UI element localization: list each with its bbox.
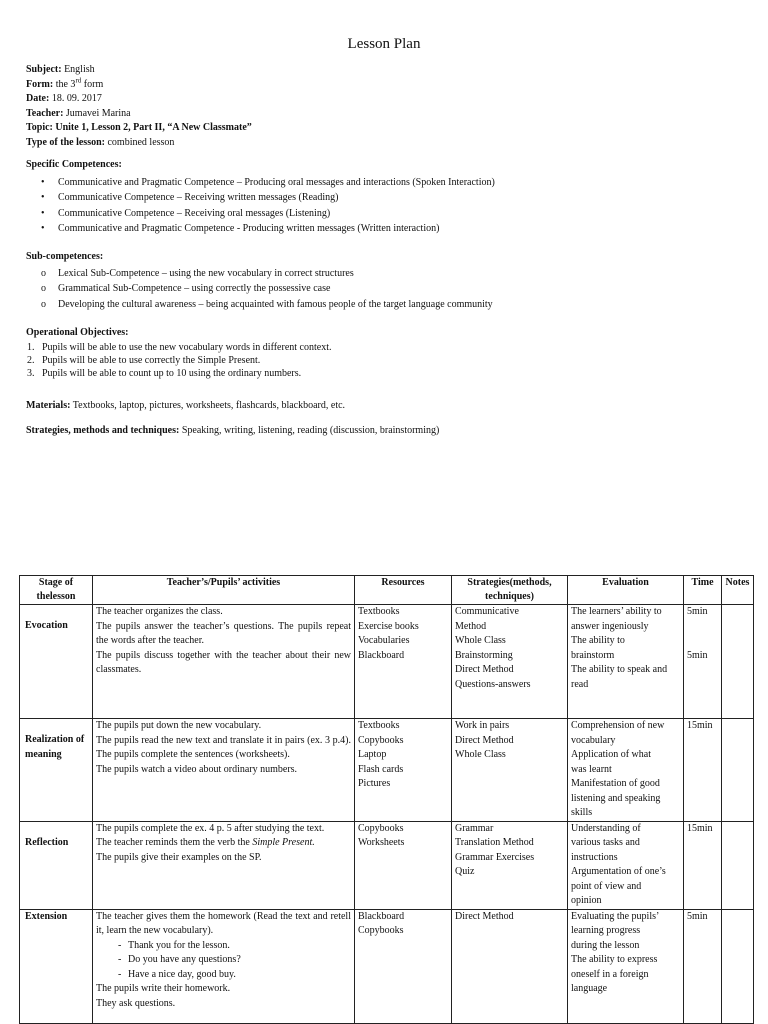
meta-subject: Subject: English	[26, 64, 95, 75]
evaluation-cell: Understanding of various tasks and instructions Argumentation of one’s point of view and opinion	[568, 821, 684, 909]
objectives-heading: Operational Objectives:	[26, 327, 129, 338]
meta-date: Date: 18. 09. 2017	[26, 93, 102, 104]
activities-cell: The pupils complete the ex. 4 p. 5 after studying the text. The teacher reminds them the verb the Simple Present. The pupils give their examples on the SP.	[93, 821, 355, 909]
table-row	[20, 605, 754, 719]
list-item: o Lexical Sub-Competence – using the new vocabulary in correct structures	[41, 267, 354, 279]
list-item: 1. Pupils will be able to use the new vocabulary words in different context.	[27, 341, 332, 353]
header-activities: Teacher’s/Pupils’ activities	[93, 576, 355, 605]
strategies-line: Strategies, methods and techniques: Speaking, writing, listening, reading (discussion, brainstorming)	[26, 425, 440, 436]
activities-cell: The pupils put down the new vocabulary. The pupils read the new text and translate it in pairs (ex. 3 p.4). The pupils complete the sentences (worksheets). The pupils watch a video about ordinary numbers.	[93, 719, 355, 822]
strategies-cell: Direct Method	[452, 909, 568, 1023]
operational-objectives	[26, 326, 746, 380]
header-stage: Stage of thelesson	[20, 576, 93, 605]
notes-cell	[722, 821, 754, 909]
strategies-cell: Communicative Method Whole Class Brainstorming Direct Method Questions-answers	[452, 605, 568, 719]
meta-form: Form: the 3rd form	[26, 76, 104, 90]
meta-topic: Topic: Unite 1, Lesson 2, Part II, “A New Classmate”	[26, 122, 252, 133]
strategies-cell: Work in pairs Direct Method Whole Class	[452, 719, 568, 822]
time-cell: 5min	[684, 909, 722, 1023]
meta-teacher: Teacher: Jumavei Marina	[26, 107, 131, 119]
lesson-meta	[26, 63, 252, 150]
specific-competences-heading: Specific Competences:	[26, 159, 122, 170]
materials-line: Materials: Textbooks, laptop, pictures, worksheets, flashcards, blackboard, etc.	[26, 400, 346, 411]
evaluation-cell: Comprehension of new vocabulary Application of what was learnt Manifestation of good listening and speaking skills	[568, 719, 684, 822]
header-evaluation: Evaluation	[568, 576, 684, 605]
table-row	[20, 909, 754, 1023]
activities-cell: The teacher organizes the class. The pupils answer the teacher’s questions. The pupils repeat the words after the teacher. The pupils discuss together with the teacher about their new classmates.	[93, 605, 355, 719]
resources-cell: Copybooks Worksheets	[355, 821, 452, 909]
header-strategies: Strategies(methods, techniques)	[452, 576, 568, 605]
list-item: 3. Pupils will be able to count up to 10 using the ordinary numbers.	[27, 367, 302, 379]
list-item: o Developing the cultural awareness – being acquainted with famous people of the target language community	[41, 298, 493, 310]
time-cell: 15min	[684, 719, 722, 822]
resources-cell: Textbooks Exercise books Vocabularies Blackboard	[355, 605, 452, 719]
resources-cell: Textbooks Copybooks Laptop Flash cards Pictures	[355, 719, 452, 822]
evaluation-cell: Evaluating the pupils’ learning progress during the lesson The ability to express oneself in a foreign language	[568, 909, 684, 1023]
sub-competences	[26, 250, 746, 312]
stage-cell: Evocation	[20, 605, 93, 719]
list-item: • Communicative Competence – Receiving oral messages (Listening)	[41, 207, 331, 219]
time-cell: 5min 5min	[684, 605, 722, 719]
page-title: Lesson Plan	[347, 36, 421, 52]
resources-cell: Blackboard Copybooks	[355, 909, 452, 1023]
notes-cell	[722, 909, 754, 1023]
notes-cell	[722, 605, 754, 719]
list-item: • Communicative and Pragmatic Competence - Producing written messages (Written interaction)	[41, 223, 440, 234]
header-time: Time	[684, 576, 722, 605]
stage-cell: Reflection	[20, 821, 93, 909]
stage-cell: Extension	[20, 909, 93, 1023]
table-header-row	[20, 576, 754, 605]
evaluation-cell: The learners’ ability to answer ingeniously The ability to brainstorm The ability to speak and read	[568, 605, 684, 719]
header-notes: Notes	[722, 576, 754, 605]
header-resources: Resources	[355, 576, 452, 605]
table-row	[20, 821, 754, 909]
activities-cell: The teacher gives them the homework (Read the text and retell it, learn the new vocabulary). - Thank you for the lesson. - Do you have any questions? - Have a nice day, good buy. The pupils write their homework. They ask questions.	[93, 909, 355, 1023]
table-row	[20, 719, 754, 822]
notes-cell	[722, 719, 754, 822]
specific-competences	[26, 158, 746, 237]
lesson-stages-table	[19, 575, 754, 1024]
sub-competences-heading: Sub-competences:	[26, 251, 104, 262]
list-item: • Communicative Competence – Receiving written messages (Reading)	[41, 192, 339, 203]
list-item: • Communicative and Pragmatic Competence – Producing oral messages and interactions (Spoken Interaction)	[41, 176, 495, 188]
list-item: 2. Pupils will be able to use correctly the Simple Present.	[27, 354, 261, 366]
list-item: o Grammatical Sub-Competence – using correctly the possessive case	[41, 283, 331, 294]
time-cell: 15min	[684, 821, 722, 909]
stage-cell: Realization of meaning	[20, 719, 93, 822]
meta-type: Type of the lesson: combined lesson	[26, 136, 175, 148]
strategies-cell: Grammar Translation Method Grammar Exercises Quiz	[452, 821, 568, 909]
